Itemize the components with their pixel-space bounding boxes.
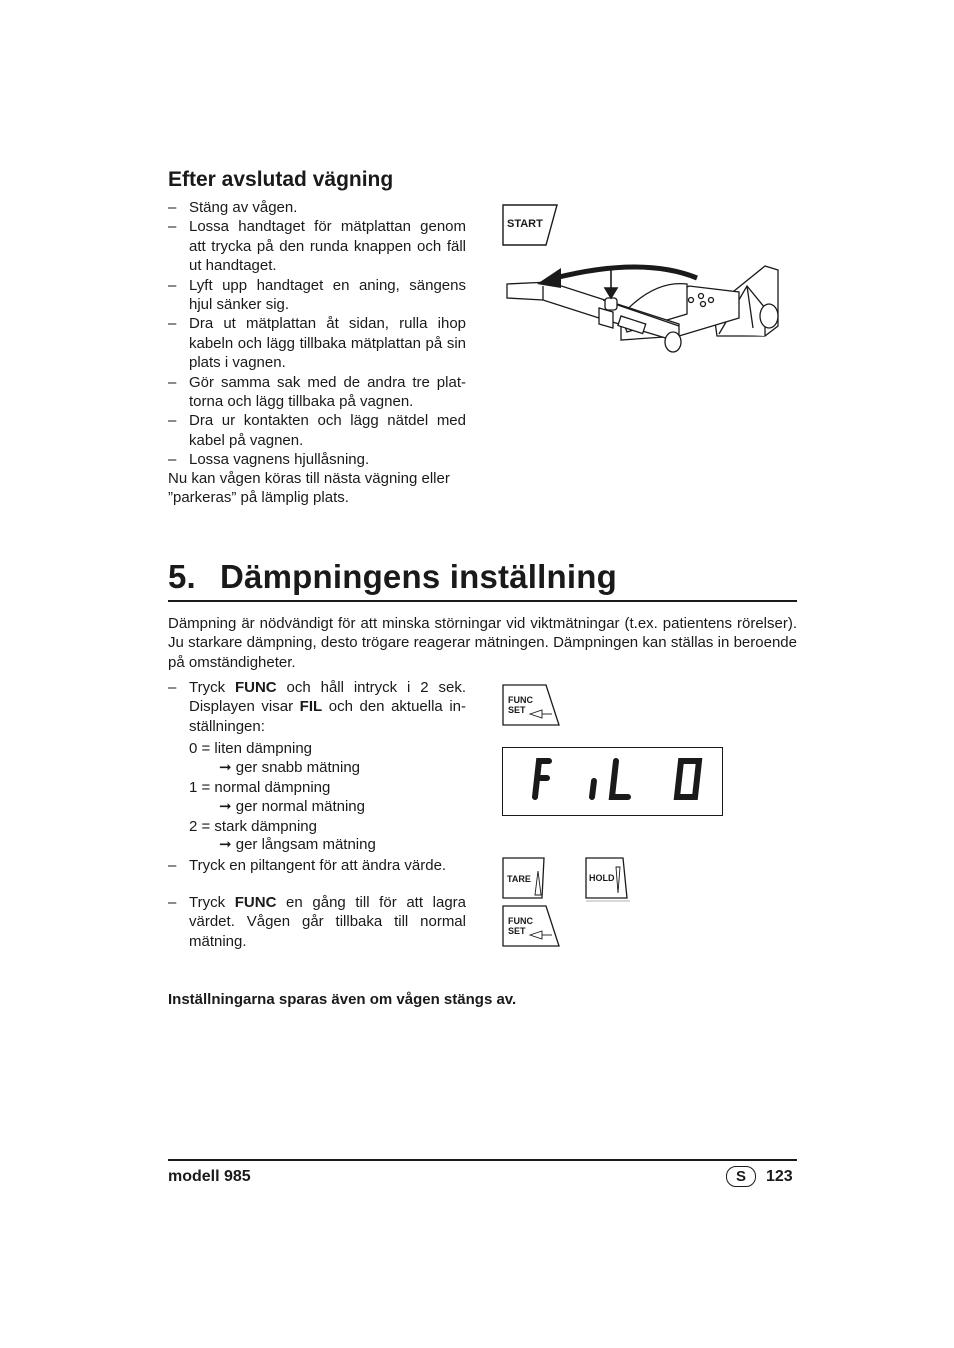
func-set-key-2: FUNC SET	[502, 905, 560, 952]
chapter-title: Dämpningens inställning	[220, 558, 617, 595]
step-item: – Gör samma sak med de andra tre plattorna och lägg tillbaka på vagnen.	[168, 373, 466, 412]
option-1: 1 = normal dämpning	[189, 779, 331, 796]
arrow-right-icon: ➞	[219, 836, 236, 853]
heading-rule	[168, 600, 797, 602]
steps-list	[168, 198, 466, 470]
step-2: – Tryck en piltangent för att ändra värde.	[168, 856, 466, 875]
func-word: FUNC	[234, 679, 277, 696]
page-number: 123	[766, 1168, 793, 1185]
start-key-label: START	[507, 218, 543, 230]
step-item: – Stäng av vågen.	[168, 198, 466, 217]
scale-cart-illustration	[503, 256, 783, 360]
arrow-right-icon: ➞	[219, 798, 236, 815]
step-item: – Dra ut mätplattan åt sidan, rulla ihop kabeln och lägg tillbaka mätplattan på sin plats i vagnen.	[168, 314, 466, 372]
closing-text: Nu kan vågen köras till nästa vägning eller ”parkeras” på lämplig plats.	[168, 470, 450, 507]
note-text: Inställningarna sparas även om vågen stängs av.	[168, 991, 517, 1008]
footer-rule	[168, 1159, 797, 1161]
option-0-result: ➞ ger snabb mätning	[219, 759, 360, 776]
step-item: – Dra ur kontakten och lägg nätdel med kabel på vagnen.	[168, 411, 466, 450]
section-title: Efter avslutad vägning	[168, 168, 394, 191]
option-1-result: ➞ ger normal mätning	[219, 798, 365, 815]
footer-model: modell 985	[168, 1168, 251, 1185]
step-item: – Lyft upp handtaget en aning, sängens hjul sänker sig.	[168, 276, 466, 315]
step-3: – Tryck FUNC en gång till för att lagra värdet. Vågen går tillbaka till normal mätning.	[168, 893, 466, 951]
start-key	[502, 204, 558, 251]
step-item: – Lossa handtaget för mätplattan genom att trycka på den runda knappen och fäll ut handtaget.	[168, 217, 466, 275]
tare-key: TARE	[502, 857, 546, 904]
option-0: 0 = liten dämpning	[189, 740, 313, 757]
language-badge: S	[726, 1166, 756, 1187]
arrow-right-icon: ➞	[219, 759, 236, 776]
fil-word: FIL	[299, 698, 323, 716]
option-2-result: ➞ ger långsam mätning	[219, 836, 376, 853]
chapter-number: 5.	[168, 558, 196, 595]
display-fil-0	[503, 748, 722, 815]
hold-key: HOLD	[585, 857, 631, 908]
step-item: – Lossa vagnens hjullåsning.	[168, 450, 466, 469]
intro-text: Dämpning är nödvändigt för att minska störningar vid viktmätningar (t.ex. patientens rörelser). Ju starkare dämpning, desto trögare reagerar mätningen. Dämpningen kan ställas in beroende på omständigheter.	[168, 615, 797, 671]
func-set-key: FUNC SET	[502, 684, 560, 731]
step-1: – Tryck FUNC och håll intryck i 2 sek. Displayen visar FIL och den aktuella inställningen:	[168, 678, 466, 736]
option-2: 2 = stark dämpning	[189, 818, 317, 835]
func-word: FUNC	[234, 894, 277, 911]
chapter-heading	[168, 558, 617, 596]
lcd-display	[502, 747, 723, 816]
